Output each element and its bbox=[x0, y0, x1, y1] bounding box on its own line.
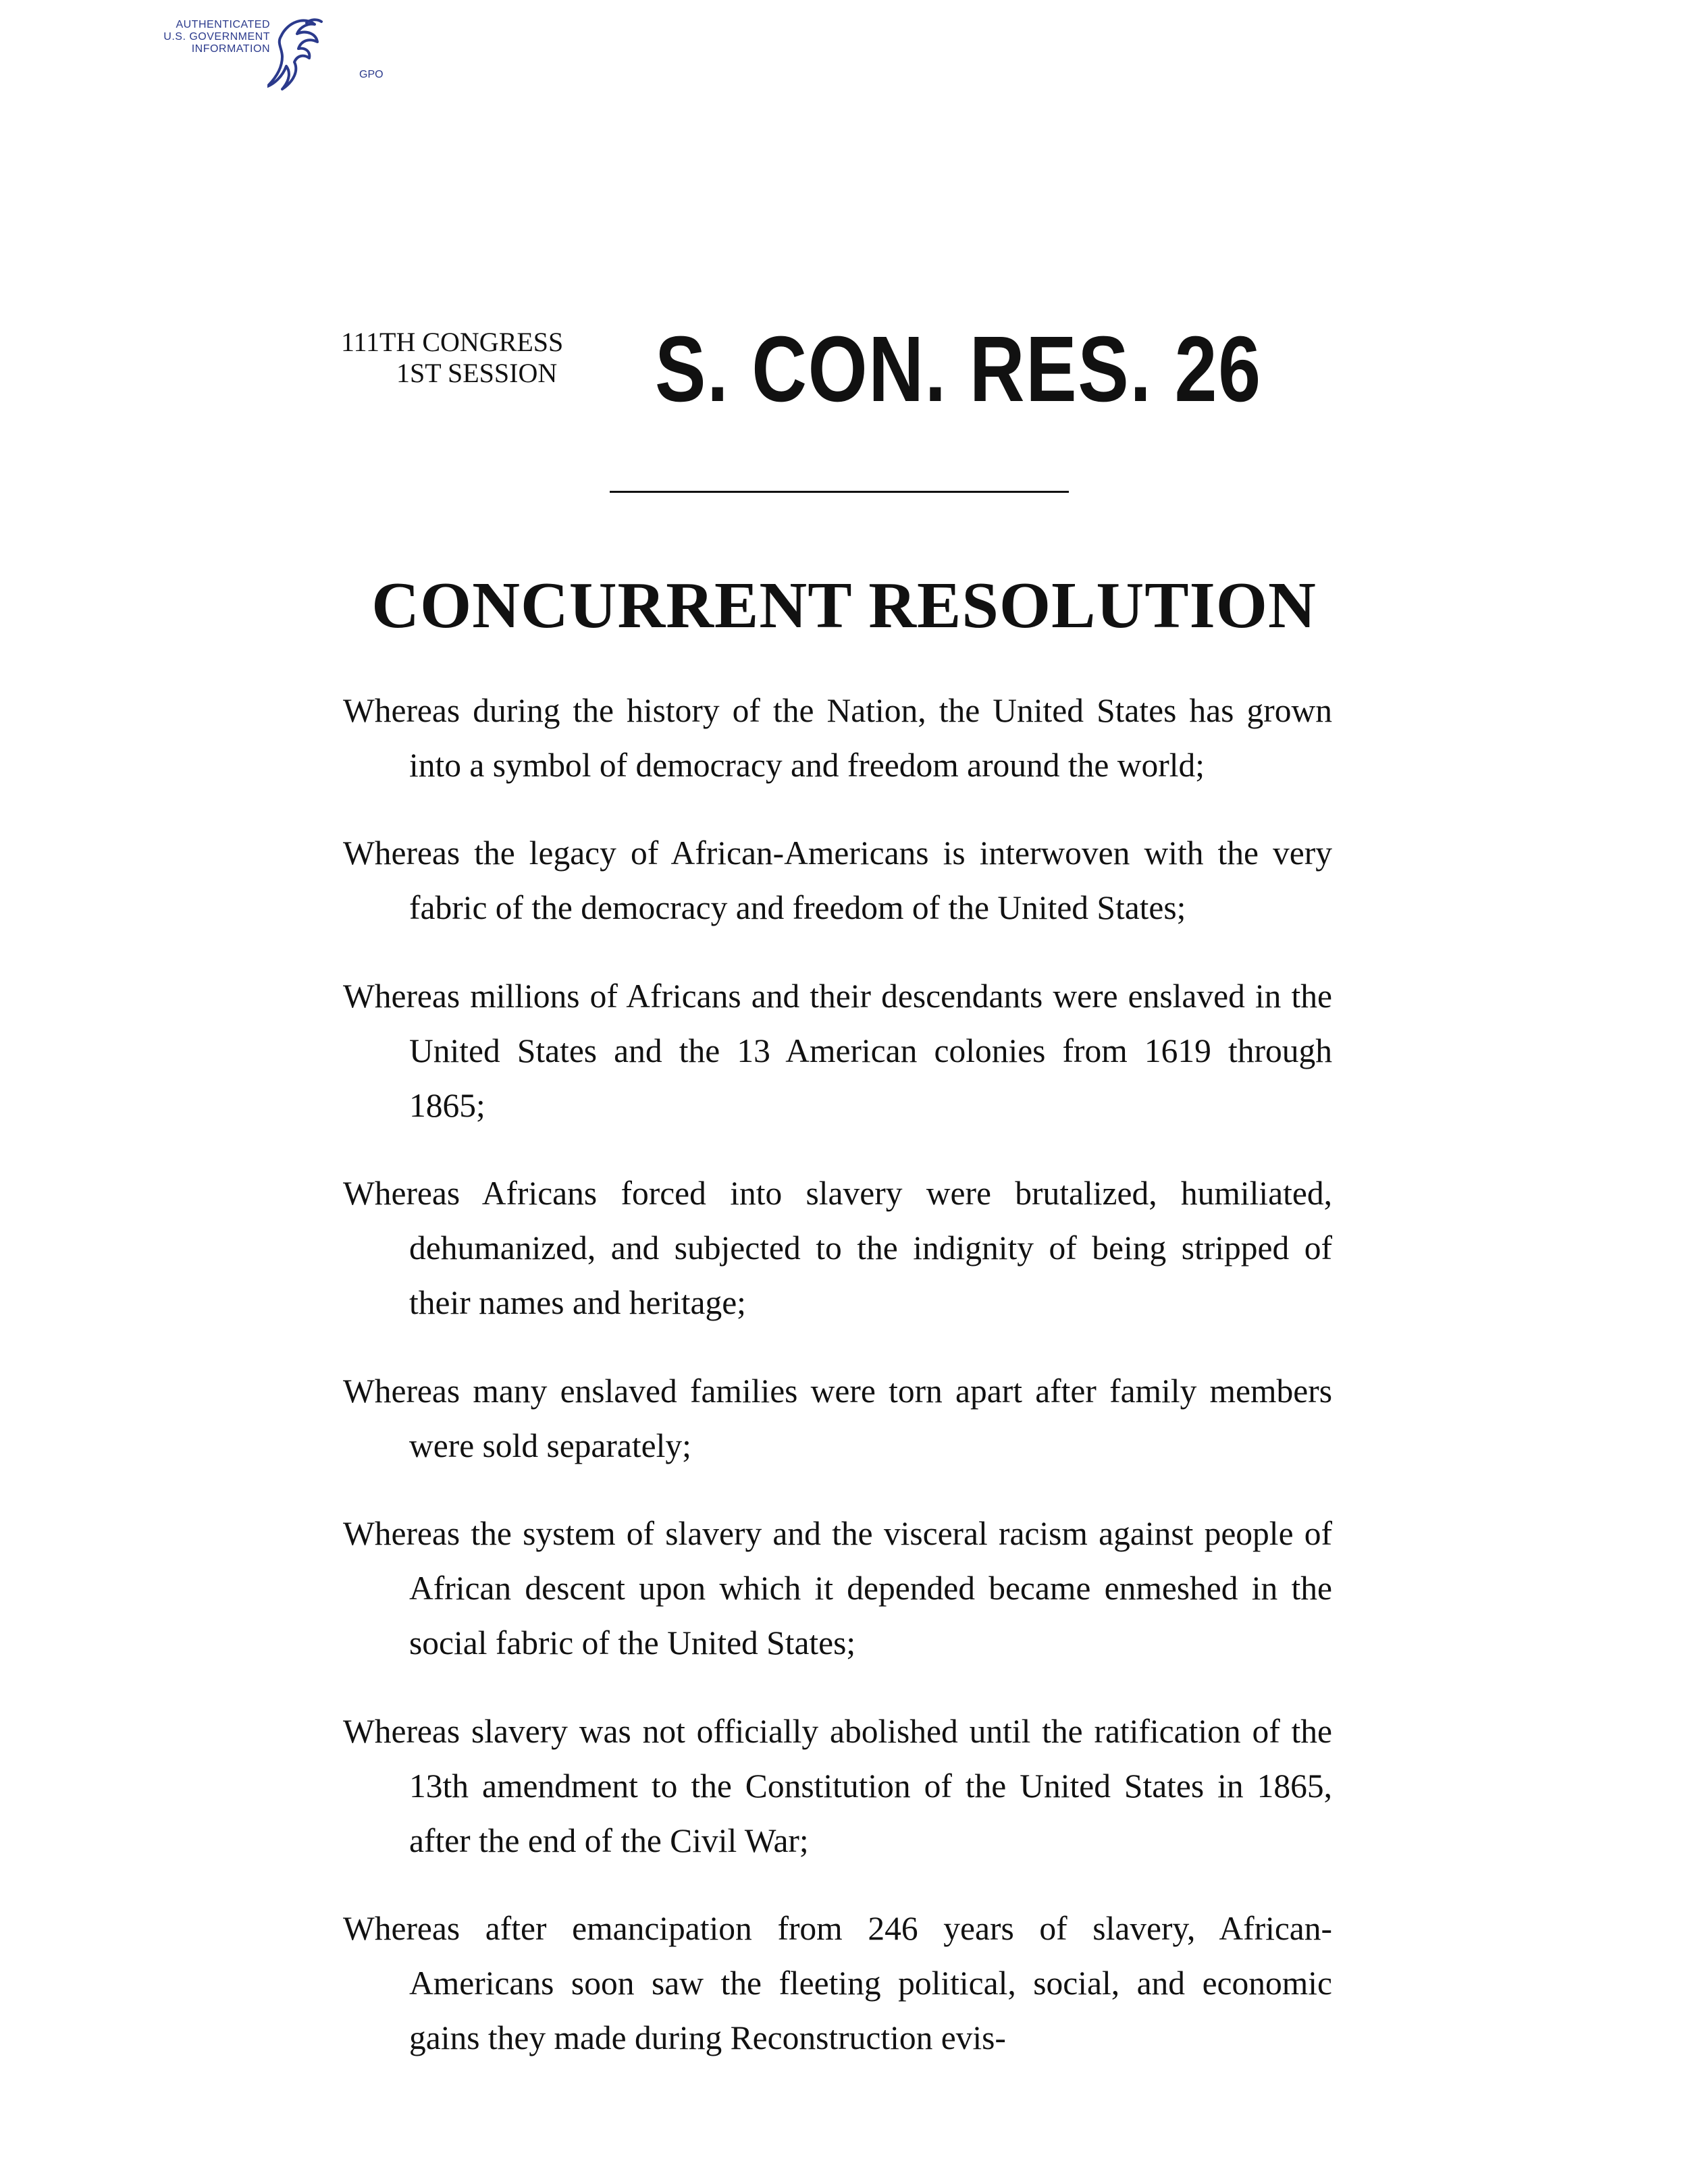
document-type-heading: CONCURRENT RESOLUTION bbox=[371, 569, 1317, 642]
eagle-logo-icon bbox=[267, 9, 324, 104]
seal-line: INFORMATION bbox=[191, 43, 270, 55]
gpo-authentication-seal bbox=[135, 9, 384, 104]
session-label: 1ST SESSION bbox=[396, 358, 558, 388]
seal-text bbox=[135, 19, 270, 55]
congress-session-block bbox=[341, 327, 625, 389]
whereas-clause: Whereas many enslaved families were torn apart after family members were sold separately; bbox=[343, 1372, 1332, 1464]
whereas-clauses bbox=[343, 649, 1332, 2081]
seal-line: AUTHENTICATED bbox=[176, 19, 270, 30]
whereas-clause: Whereas slavery was not officially abolished until the ratification of the 13th amendment to the Constitution of the United States in 1865, after the end of the Civil War; bbox=[343, 1712, 1332, 1859]
whereas-clause: Whereas during the history of the Nation, the United States has grown into a symbol of democracy and freedom around the world; bbox=[343, 691, 1332, 784]
whereas-clause: Whereas the legacy of African-Americans is interwoven with the very fabric of the democracy and freedom of the United States; bbox=[343, 834, 1332, 926]
seal-line: U.S. GOVERNMENT bbox=[163, 31, 270, 43]
whereas-clause: Whereas millions of Africans and their descendants were enslaved in the United States and the 13 American colonies from 1619 through 1865; bbox=[343, 977, 1332, 1124]
bill-number: S. CON. RES. 26 bbox=[655, 317, 1262, 421]
seal-agency: GPO bbox=[359, 69, 384, 80]
whereas-clause: Whereas the system of slavery and the visceral racism against people of African descent upon which it depended became enmeshed in the social fabric of the United States; bbox=[343, 1515, 1332, 1661]
whereas-clause: Whereas after emancipation from 246 years of slavery, African-Americans soon saw the fleeting political, social, and economic gains they made during Reconstruction evis- bbox=[343, 1910, 1332, 2056]
whereas-clause: Whereas Africans forced into slavery were brutalized, humiliated, dehumanized, and subjected to the indignity of being stripped of their names and heritage; bbox=[343, 1175, 1332, 1321]
congress-label: 111TH CONGRESS bbox=[341, 327, 564, 357]
header-divider bbox=[610, 491, 1069, 493]
